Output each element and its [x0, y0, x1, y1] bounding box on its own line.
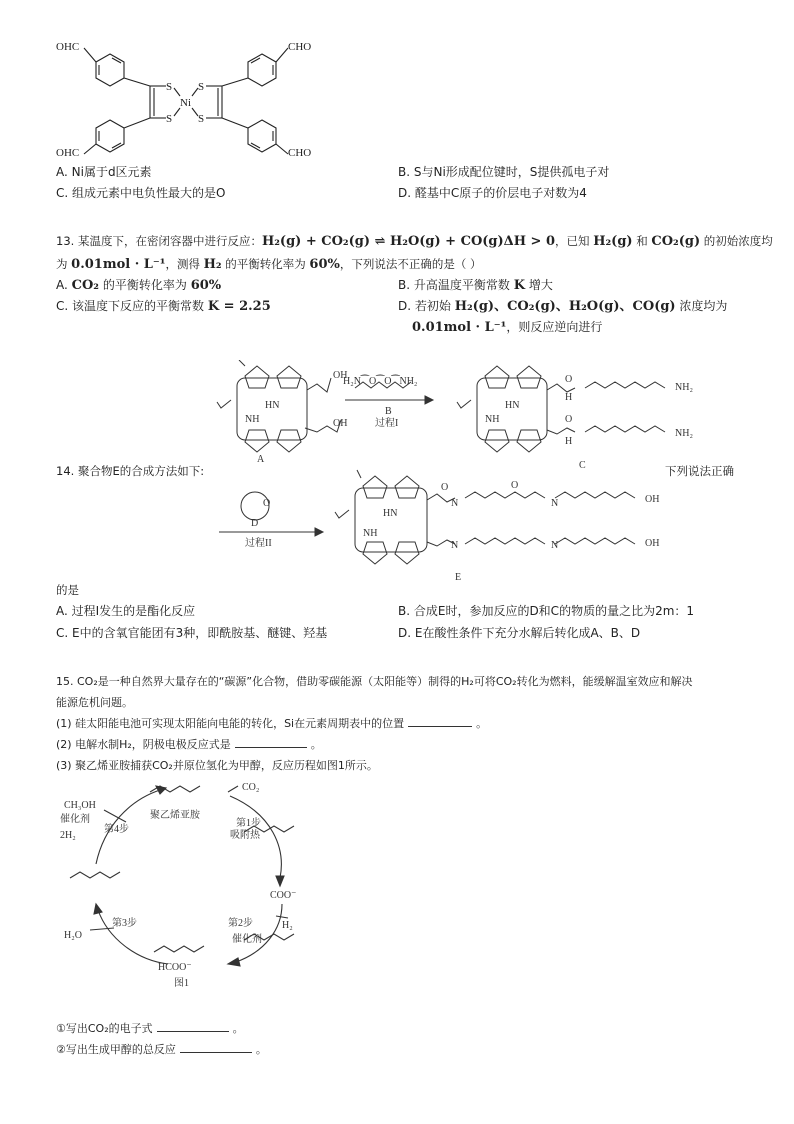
cycle-2h2: 2H₂: [60, 830, 76, 841]
cycle-step4: 第4步: [104, 824, 129, 835]
scheme-h-label: H: [565, 392, 573, 403]
aldehyde-label: CHO: [288, 147, 312, 159]
q14-option-b: B. 合成E时，参加反应的D和C的物质的量之比为2m：1: [398, 604, 695, 618]
step2-label: 过程II: [245, 538, 272, 549]
q12-option-a: A. Ni属于d区元素: [56, 165, 152, 179]
cycle-step2-cat: 催化剂: [232, 934, 262, 945]
q13-option-d-line2: 0.01mol · L⁻¹，则反应逆向进行: [412, 320, 603, 335]
q13-option-a: A. CO₂ 的平衡转化率为 60%: [56, 278, 222, 293]
q12-ni-complex-structure: [50, 30, 330, 165]
sulfur-label: S: [166, 113, 173, 125]
q14-option-d: D. E在酸性条件下充分水解后转化成A、B、D: [398, 626, 641, 640]
label-b: B: [385, 406, 392, 417]
scheme-o-label: O: [511, 480, 519, 491]
q15-part3: (3) 聚乙烯亚胺捕获CO₂并原位氢化为甲醇，反应历程如图1所示。: [56, 759, 378, 772]
label-e: E: [455, 572, 462, 583]
cycle-step4-cat: 催化剂: [60, 814, 90, 825]
step1-label: 过程I: [375, 418, 399, 429]
label-c: C: [579, 460, 586, 471]
cycle-step2-h2: H₂: [282, 920, 293, 931]
sulfur-label: S: [198, 81, 205, 93]
scheme-nh-label: NH: [485, 414, 500, 425]
aldehyde-label: CHO: [288, 41, 312, 53]
answer-blank[interactable]: [180, 1042, 252, 1053]
scheme-hn-label: HN: [265, 400, 280, 411]
cycle-h2o: H₂O: [64, 930, 82, 941]
nickel-label: Ni: [180, 97, 191, 109]
q14-stem-end: 的是: [56, 583, 79, 597]
scheme-o-label: O: [263, 498, 271, 509]
q13-equation: H₂(g) + CO₂(g) ⇌ H₂O(g) + CO(g)ΔH > 0: [261, 234, 556, 249]
scheme-nh-label: NH: [363, 528, 378, 539]
q12-option-d: D. 醛基中C原子的价层电子对数为4: [398, 186, 587, 200]
scheme-n-label: N: [451, 540, 459, 551]
label-a: A: [257, 454, 265, 465]
cycle-step1: 第1步: [236, 818, 261, 829]
q15-intro-line1: 15. CO₂是一种自然界大量存在的“碳源”化合物，借助零碳能源（太阳能等）制得的H₂可将CO₂转化为燃料，能缓解温室效应和解决: [56, 675, 693, 688]
q14-option-c: C. E中的含氧官能团有3种，即酰胺基、醚键、羟基: [56, 626, 328, 640]
q13-option-c: C. 该温度下反应的平衡常数 K = 2.25: [56, 299, 271, 314]
q13-stem-line1: 13. 某温度下，在密闭容器中进行反应：H₂(g) + CO₂(g) ⇌ H₂O(g) + CO(g)ΔH > 0，已知 H₂(g) 和 CO₂(g) 的初始浓度均: [56, 234, 773, 249]
label-d: D: [251, 518, 259, 529]
scheme-nh-label: NH: [245, 414, 260, 425]
cycle-hcoo: HCOO⁻: [158, 962, 192, 973]
q15-intro-line2: 能源危机问题。: [56, 696, 133, 709]
sulfur-label: S: [198, 113, 205, 125]
scheme-oh-label: OH: [333, 418, 348, 429]
q15-subq2: ②写出生成甲醇的总反应 。: [56, 1043, 267, 1056]
cycle-co2: CO₂: [242, 782, 260, 793]
q15-subq1: ①写出CO₂的电子式 。: [56, 1022, 244, 1035]
scheme-n-label: N: [451, 498, 459, 509]
scheme-n-label: N: [551, 498, 559, 509]
scheme-o-label: O: [565, 414, 573, 425]
q15-part1: (1) 硅太阳能电池可实现太阳能向电能的转化，Si在元素周期表中的位置 。: [56, 717, 488, 730]
cycle-ch3oh: CH₃OH: [64, 800, 96, 811]
scheme-n-label: N: [551, 540, 559, 551]
scheme-h-label: H: [565, 436, 573, 447]
scheme-oh-label: OH: [645, 538, 660, 549]
cycle-step3: 第3步: [112, 918, 137, 929]
q14-option-a: A. 过程Ⅰ发生的是酯化反应: [56, 604, 196, 618]
scheme-o-label: O: [441, 482, 449, 493]
scheme-oh-label: OH: [333, 370, 348, 381]
q13-option-d: D. 若初始 H₂(g)、CO₂(g)、H₂O(g)、CO(g) 浓度均为: [398, 299, 728, 314]
cycle-step1-note: 吸附热: [230, 830, 260, 841]
q14-stem: 14. 聚合物E的合成方法如下:: [56, 464, 205, 478]
q14-stem-right: 下列说法正确: [665, 464, 734, 478]
q13-option-b: B. 升高温度平衡常数 K 增大: [398, 278, 553, 293]
reagent-b: H₂N⁀O⁀O⁀NH₂: [343, 376, 418, 387]
q12-option-b: B. S与Ni形成配位键时，S提供孤电子对: [398, 165, 610, 179]
scheme-hn-label: HN: [383, 508, 398, 519]
q13-stem-line2: 为 0.01mol · L⁻¹，测得 H₂ 的平衡转化率为 60%，下列说法不正确的是（ ）: [56, 257, 482, 272]
answer-blank[interactable]: [235, 737, 307, 748]
q13-emphasis: 不正确: [397, 257, 432, 271]
cycle-coo: COO⁻: [270, 890, 297, 901]
q15-part2: (2) 电解水制H₂，阴极电极反应式是 。: [56, 738, 322, 751]
scheme-o-label: O: [565, 374, 573, 385]
q15-reaction-cycle-diagram: [50, 778, 310, 1000]
cycle-step2: 第2步: [228, 918, 253, 929]
scheme-nh2-label: NH₂: [675, 382, 693, 393]
aldehyde-label: OHC: [56, 147, 80, 159]
scheme-oh-label: OH: [645, 494, 660, 505]
cycle-center-label: 聚乙烯亚胺: [150, 810, 200, 821]
sulfur-label: S: [166, 81, 173, 93]
q12-option-c: C. 组成元素中电负性最大的是O: [56, 186, 226, 200]
answer-blank[interactable]: [408, 716, 472, 727]
cycle-figure-caption: 图1: [174, 978, 189, 989]
answer-blank[interactable]: [157, 1021, 229, 1032]
aldehyde-label: OHC: [56, 41, 80, 53]
scheme-nh2-label: NH₂: [675, 428, 693, 439]
scheme-hn-label: HN: [505, 400, 520, 411]
